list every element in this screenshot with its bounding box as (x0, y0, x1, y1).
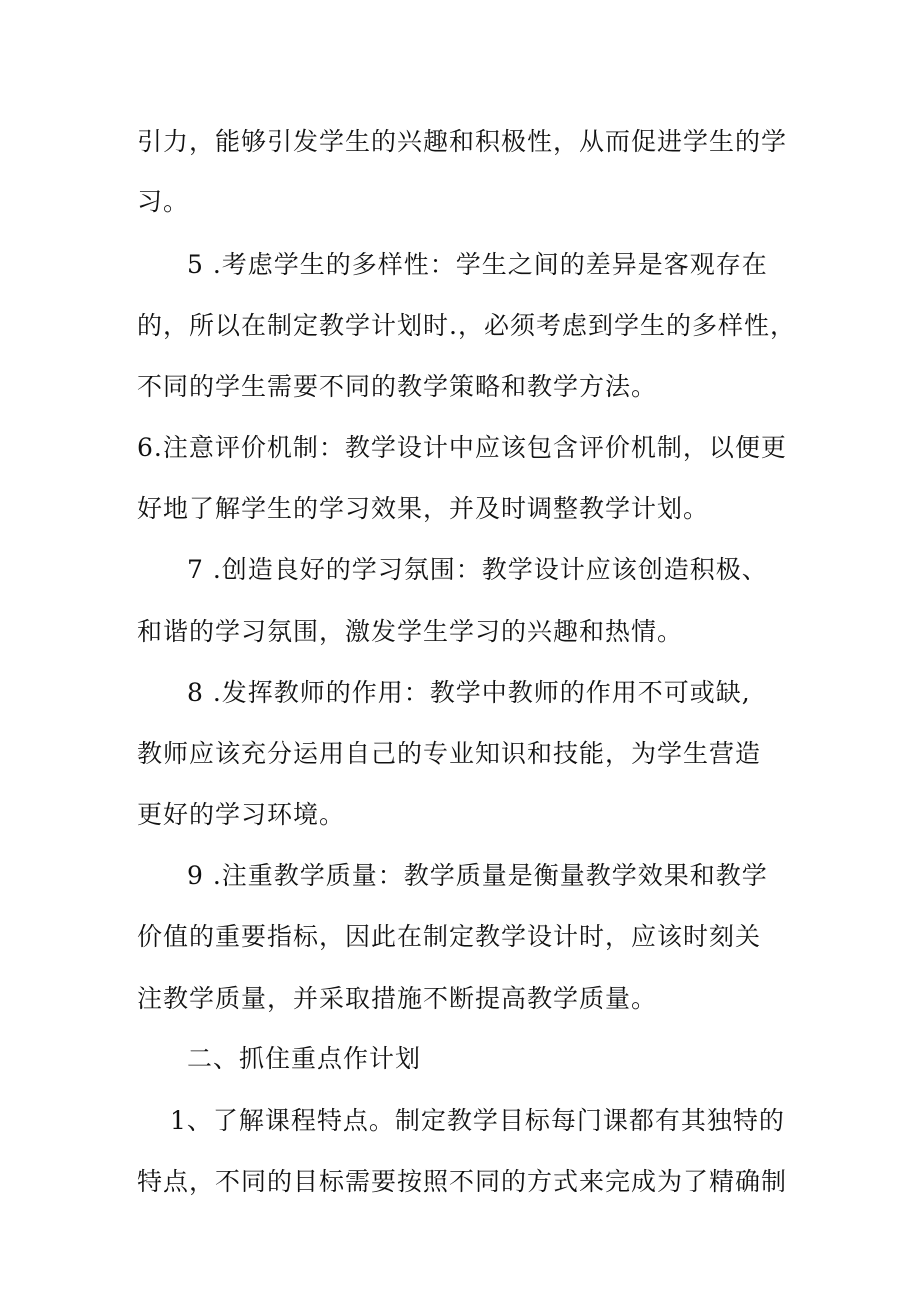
text-line: 习。 (137, 187, 190, 216)
list-item-6: 6.注意评价机制：教学设计中应该包含评价机制，以便更 (137, 433, 787, 462)
list-item-5: 5 .考虑学生的多样性：学生之间的差异是客观存在 (187, 250, 768, 279)
text-line: 和谐的学习氛围，激发学生学习的兴趣和热情。 (137, 617, 684, 646)
text-line: 不同的学生需要不同的教学策略和教学方法。 (137, 372, 658, 401)
list-item-1: 1、了解课程特点。制定教学目标每门课都有其独特的 (170, 1106, 785, 1135)
text-line: 特点，不同的目标需要按照不同的方式来完成为了精确制 (137, 1167, 788, 1196)
text-line: 教师应该充分运用自己的专业知识和技能，为学生营造 (137, 739, 762, 768)
text-line: 更好的学习环境。 (137, 800, 346, 829)
text-line: 好地了解学生的学习效果，并及时调整教学计划。 (137, 494, 710, 523)
text-line: 价值的重要指标，因此在制定教学设计时，应该时刻关 (137, 922, 762, 951)
list-item-7: 7 .创造良好的学习氛围：教学设计应该创造积极、 (187, 555, 768, 584)
text-line: 注教学质量，并采取措施不断提高教学质量。 (137, 984, 658, 1013)
text-line: 的，所以在制定教学计划时.，必须考虑到学生的多样性， (137, 311, 796, 340)
text-line: 引力，能够引发学生的兴趣和积极性，从而促进学生的学 (137, 127, 788, 156)
list-item-9: 9 .注重教学质量：教学质量是衡量教学效果和教学 (187, 861, 768, 890)
section-heading: 二、抓住重点作计划 (187, 1044, 422, 1073)
list-item-8: 8 .发挥教师的作用：教学中教师的作用不可或缺, (187, 678, 751, 707)
